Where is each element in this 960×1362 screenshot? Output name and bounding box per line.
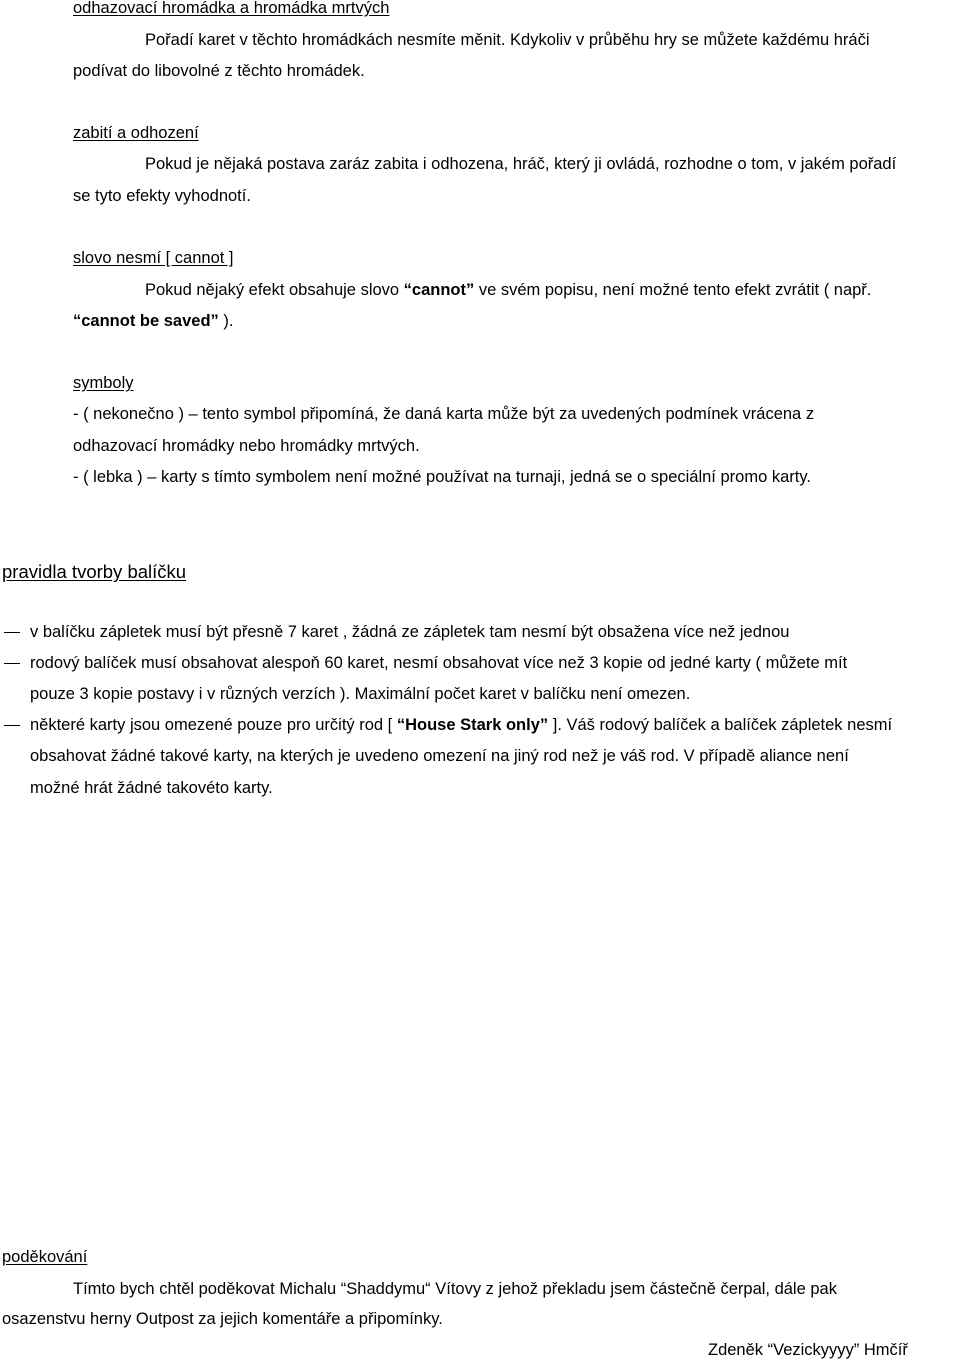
cannot-text-line-1: [145, 280, 871, 300]
cannot-example: “cannot be saved”: [73, 312, 219, 330]
discard-text-line-2: podívat do libovolné z těchto hromádek.: [73, 62, 365, 80]
cannot-text-part: ve svém popisu, není možné tento efekt zvrátit ( např.: [474, 281, 872, 299]
cannot-text-line-2: [73, 311, 233, 331]
thanks-text-line-2: osazenstvu herny Outpost za jejich komentáře a připomínky.: [2, 1310, 443, 1328]
symbols-text-line-2: odhazovací hromádky nebo hromádky mrtvých.: [73, 437, 420, 455]
discard-text-line-1: Pořadí karet v těchto hromádkách nesmíte měnit. Kdykoliv v průběhu hry se můžete každému hráči: [145, 31, 870, 49]
bullet-dash-icon: [4, 663, 20, 664]
symbols-text-line-1: - ( nekonečno ) – tento symbol připomíná, že daná karta může být za uvedených podmínek vrácena z: [73, 405, 815, 423]
kill-text-line-1: Pokud je nějaká postava zaráz zabita i odhozena, hráč, který ji ovládá, rozhodne o tom, v jakém pořadí: [145, 155, 897, 173]
deck-text-part: některé karty jsou omezené pouze pro určitý rod [: [30, 716, 397, 734]
kill-text-line-2: se tyto efekty vyhodnotí.: [73, 187, 251, 205]
author-signature: Zdeněk “Vezickyyyy” Hmčíř: [708, 1341, 908, 1359]
deck-item-1: v balíčku zápletek musí být přesně 7 karet , žádná ze zápletek tam nesmí být obsažena více než jednou: [30, 623, 790, 641]
section-heading-cannot: slovo nesmí [ cannot ]: [73, 249, 234, 267]
bullet-dash-icon: [4, 632, 20, 633]
house-stark-only-keyword: “House Stark only”: [396, 716, 549, 734]
symbols-text-line-3: - ( lebka ) – karty s tímto symbolem není možné používat na turnaji, jedná se o speciální promo karty.: [73, 468, 811, 486]
deck-item-2-line-1: rodový balíček musí obsahovat alespoň 60 karet, nesmí obsahovat více než 3 kopie od jedné karty ( můžete mít: [30, 654, 848, 672]
cannot-text-part: ).: [218, 312, 234, 330]
deck-item-2-line-2: pouze 3 kopie postavy i v různých verzích ). Maximální počet karet v balíčku není omezen.: [30, 685, 691, 703]
cannot-keyword: “cannot”: [403, 281, 475, 299]
section-heading-symbols: symboly: [73, 374, 134, 392]
deck-item-3-line-2: obsahovat žádné takové karty, na kterých je uvedeno omezení na jiný rod než je váš rod. V případě aliance není: [30, 747, 849, 765]
cannot-text-part: Pokud nějaký efekt obsahuje slovo: [145, 281, 404, 299]
deck-item-3-line-1: [30, 715, 892, 735]
section-heading-deck: pravidla tvorby balíčku: [2, 561, 187, 582]
deck-text-part: ]. Váš rodový balíček a balíček zápletek nesmí: [548, 716, 893, 734]
thanks-text-line-1: Tímto bych chtěl poděkovat Michalu “Shaddymu“ Vítovy z jehož překladu jsem částečně čerpal, dále pak: [73, 1280, 837, 1298]
bullet-dash-icon: [4, 725, 20, 726]
section-heading-discard: odhazovací hromádka a hromádka mrtvých: [73, 0, 390, 17]
deck-item-3-line-3: možné hrát žádné takovéto karty.: [30, 779, 273, 797]
section-heading-thanks: poděkování: [2, 1248, 88, 1266]
section-heading-kill: zabití a odhození: [73, 124, 199, 142]
